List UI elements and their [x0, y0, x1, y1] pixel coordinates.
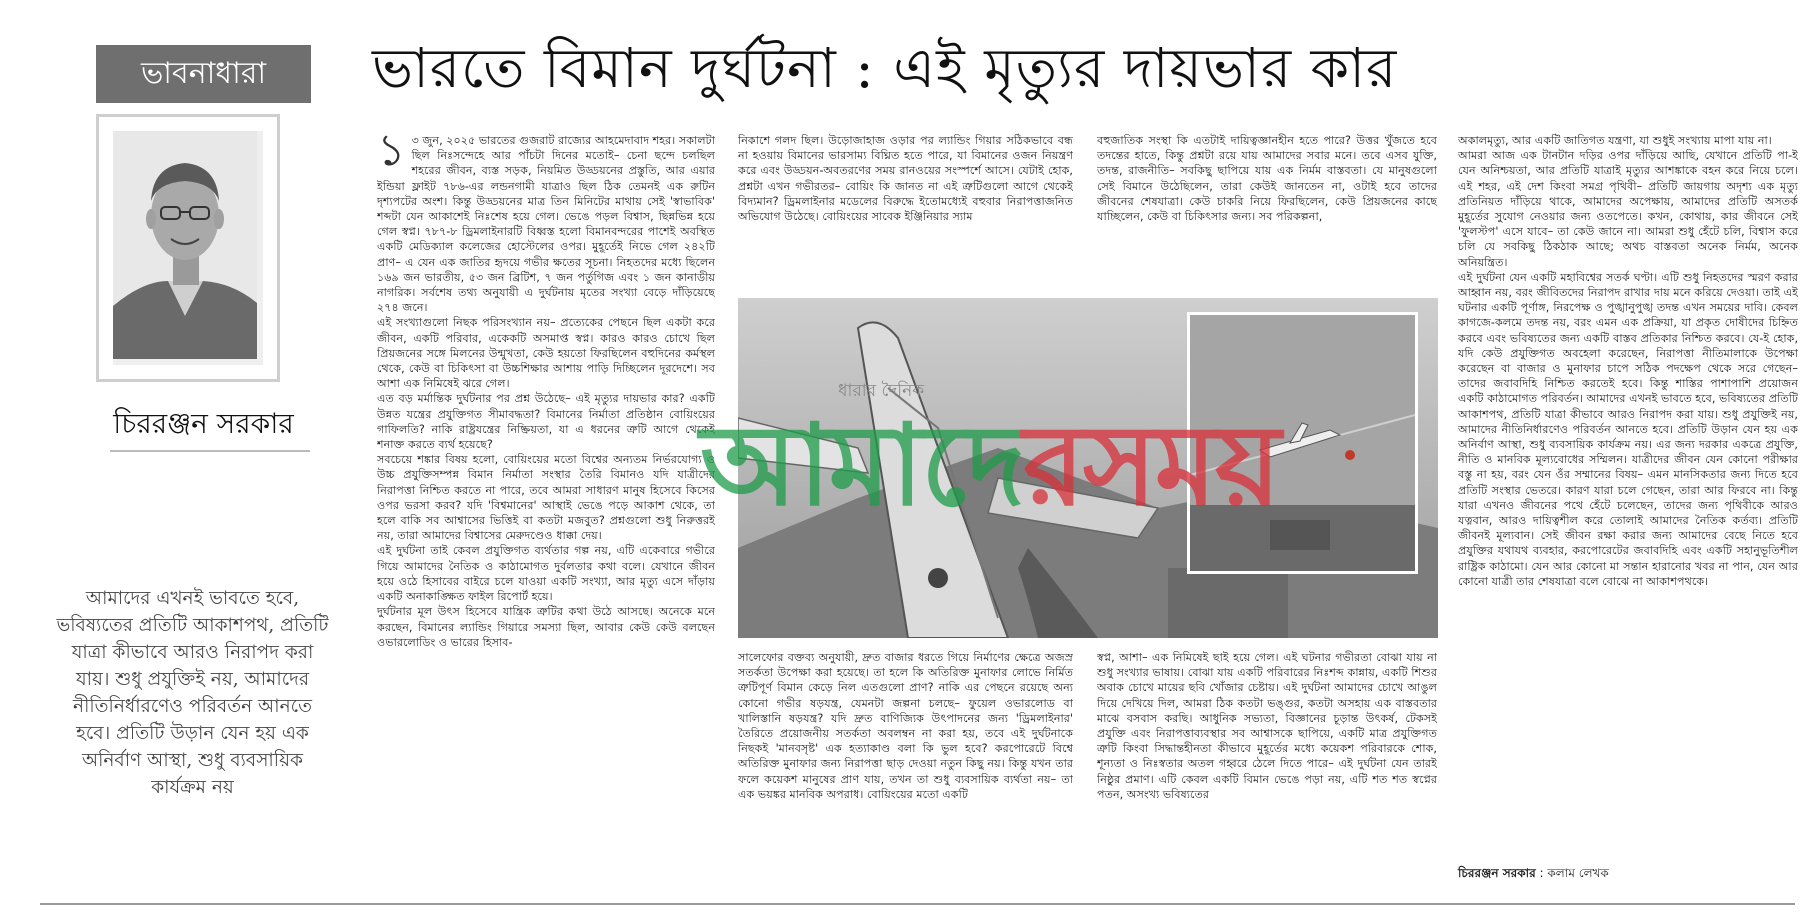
author-credit-name: চিররঞ্জন সরকার — [1458, 866, 1536, 880]
newspaper-watermark — [700, 380, 1440, 567]
paragraph: অকালমৃত্যু, আর একটি জাতিগত যন্ত্রণা, যা শুধুই সংখ্যায় মাপা যায় না। — [1458, 134, 1772, 147]
paragraph: এই সংখ্যাগুলো নিছক পরিসংখ্যান নয়– প্রত্যেকের পেছনে ছিল একটা করে জীবন, একটি পরিবার, একেকটি অসমাপ্ত স্বপ্ন। কারও কারও চোখে ছিল প্রিয়জনের সঙ্গে মিলনের উন্মুখতা, কেউ হয়তো ফিরছিলেন বহুদিনের কর্মস্থল থেকে, কেউ বা চিকিৎসা বা উচ্চশিক্ষার আশায় পাড়ি দিচ্ছিলেন দূরদেশে। সব আশা এক নিমিষেই ঝরে গেল। — [377, 316, 715, 391]
article-column-3-top: বহুজাতিক সংস্থা কি এতটাই দায়িত্বজ্ঞানহীন হতে পারে? উত্তর খুঁজতে হবে তদন্তের হাতে, কিন্তু প্রশ্নটা রয়ে যায় আমাদের সবার মনে। তবে এসব যুক্তি, তদন্ত, রাজনীতি– সবকিছু ছাপিয়ে যায় এক নির্মম বাস্তবতা। যে মানুষগুলো সেই বিমানে উঠেছিলেন, তারা কেউই জানতেন না, ওটাই হবে তাদের জীবনের শেষযাত্রা। কেউ চাকরি নিয়ে ফিরছিলেন, কেউ প্রিয়জনের কাছে যাচ্ছিলেন, কেউ বা চিকিৎসার জন্য। সব পরিকল্পনা, — [1097, 134, 1437, 224]
bottom-rule — [40, 903, 1795, 905]
paragraph: ৩ জুন, ২০২৫ ভারতের গুজরাট রাজ্যের আহমেদাবাদ শহর। সকালটা ছিল নিঃসন্দেহে আর পাঁচটা দিনের মতোই– চেনা ছন্দে চলছিল শহরের জীবন, ব্যস্ত সড়ক, নিয়মিত উড্ডয়নের প্রস্তুতি, আর এয়ার ইন্ডিয়া ফ্লাইট ৭৮৬-এর লন্ডনগামী যাত্রাও ছিল ঠিক তেমনই এক রুটিন দৃশ্যপটের অংশ। কিন্তু উড্ডয়নের মাত্র তিন মিনিটের মাথায় সেই 'স্বাভাবিক' শব্দটা যেন আকাশেই নিঃশেষ হয়ে গেল। ভেঙে পড়ল বিশ্বাস, ছিন্নভিন্ন হয়ে গেল স্বপ্ন। ৭৮৭-৮ ড্রিমলাইনারটি বিধ্বস্ত হলো বিমানবন্দরের পাশেই অবস্থিত একটি মেডিক্যাল কলেজের হোস্টেলের ওপর। মুহূর্তেই নিভে গেল ২৪২টি প্রাণ– এ যেন এক জাতির হৃদয়ে গভীর ক্ষতের সূচনা। নিহতদের মধ্যে ছিলেন ১৬৯ জন ভারতীয়, ৫৩ জন ব্রিটিশ, ৭ জন পর্তুগিজ এবং ১ জন কানাডীয় নাগরিক। সর্বশেষ তথ্য অনুযায়ী এ দুর্ঘটনায় মৃতের সংখ্যা বেড়ে দাঁড়িয়েছে ২৭৪ জনে। — [377, 134, 715, 315]
headline: ভারতে বিমান দুর্ঘটনা : এই মৃত্যুর দায়ভার কার — [372, 36, 1398, 100]
article-column-2-top: নিকাশে গলদ ছিল। উড়োজাহাজ ওড়ার পর ল্যান্ডিং গিয়ার সঠিকভাবে বন্ধ না হওয়ায় বিমানের ভারসাম্য বিঘ্নিত হতে পারে, যা বিমানের ওজন নিয়ন্ত্রণ করে এবং উড্ডয়ন-অবতরণের সময় রানওয়ের সংস্পর্শে আসে। যেটাই হোক, প্রশ্নটা এখন গভীরতর– বোয়িং কি জানত না এই ত্রুটিগুলো আগে থেকেই বিদ্যমান? ড্রিমলাইনার মডেলের বিরুদ্ধে ইতোমধ্যেই বহুবার নিরাপত্তাজনিত অভিযোগ উঠেছে। বোয়িংয়ের সাবেক ইঞ্জিনিয়ার স্যাম — [738, 134, 1073, 224]
drop-cap: ১ — [377, 133, 406, 176]
article-column-4 — [1458, 133, 1798, 861]
author-credit-role: : কলাম লেখক — [1539, 866, 1609, 880]
paragraph: আমরা আজ এক টানটান দড়ির ওপর দাঁড়িয়ে আছি, যেখানে প্রতিটি পা-ই যেন অনিশ্চয়তা, আর প্রতিটি যাত্রাই মৃত্যুর আশঙ্কাকে বহন করে নিয়ে চলে। এই শহর, এই দেশ কিংবা সমগ্র পৃথিবী– প্রতিটি জায়গায় অদৃশ্য এক মৃত্যু প্রতিনিয়ত দাঁড়িয়ে থাকে, আমাদের অপেক্ষায়, আমাদের প্রতিটি অসতর্ক মুহূর্তের সুযোগ নেওয়ার জন্য ওতপেতে। কখন, কোথায়, কার জীবনে সেই 'ফুলস্টপ' এসে যাবে– তা কেউ জানে না। আমরা শুধু হেঁটে চলি, বিশ্বাস করে চলি যে সবকিছু ঠিকঠাক আছে; অথচ বাস্তবতা অনেক নির্মম, অনেক অনিয়ন্ত্রিত। — [1458, 149, 1798, 269]
section-tag: ভাবনাধারা — [96, 45, 311, 103]
watermark-text-red: রসময় — [1023, 401, 1279, 531]
watermark-tagline: ধারার দৈনিক — [838, 381, 925, 401]
article-column-3-bottom: স্বপ্ন, আশা– এক নিমিষেই ছাই হয়ে গেল। এই ঘটনার গভীরতা বোঝা যায় না শুধু সংখ্যার ভাষায়। বোঝা যায় একটি পরিবারের নিঃশব্দ কান্নায়, একটি শিশুর অবাক চোখে মায়ের ছবি খোঁজার চেষ্টায়। এই দুর্ঘটনা আমাদের চোখে আঙুল দিয়ে দেখিয়ে দিল, আমরা ঠিক কতটা ভঙ্গুর, কতটা অসহায় এক বাস্তবতার মাঝে বসবাস করছি। আধুনিক সভ্যতা, বিজ্ঞানের চূড়ান্ত উৎকর্ষ, টেকসই প্রযুক্তি এবং নিরাপত্তাব্যবস্থার সব আশ্বাসকে ছাপিয়ে, একটি মাত্র প্রযুক্তিগত ত্রুটি কিংবা সিদ্ধান্তহীনতা কীভাবে মুহূর্তের মধ্যে কয়েকশ পরিবারকে শোক, শূন্যতা ও নিঃস্বতার অতল গহ্বরে ঠেলে দিতে পারে– এই দুর্ঘটনা যেন তারই নিষ্ঠুর প্রমাণ। এটি কেবল একটি বিমান ভেঙে পড়া নয়, এটি শত শত স্বপ্নের পতন, অসংখ্য ভবিষ্যতের — [1097, 651, 1437, 801]
author-name: চিররঞ্জন সরকার — [113, 407, 294, 440]
article-column-1 — [377, 133, 715, 898]
paragraph: এই দুর্ঘটনা যেন একটি মহাবিশ্বের সতর্ক ঘণ্টা। এটি শুধু নিহতদের স্মরণ করার আহ্বান নয়, বরং জীবিতদের নিরাপদ রাখার দায় মনে করিয়ে দেওয়া। তাই এই ঘটনার একটি পূর্ণাঙ্গ, নিরপেক্ষ ও পুঙ্খানুপুঙ্খ তদন্ত এখন সময়ের দাবি। কেবল কাগজে-কলমে তদন্ত নয়, বরং এমন এক প্রক্রিয়া, যা প্রকৃত দোষীদের চিহ্নিত করবে এবং ভবিষ্যতের জন্য একটি বাস্তব প্রতিকার নিশ্চিত করবে। যে-ই হোক, যদি কেউ প্রযুক্তিগত অবহেলা করেছেন, নিরাপত্তা নীতিমালাকে উপেক্ষা করেছেন বা বাজার ও মুনাফার চাপে সঠিক পদক্ষেপ থেকে সরে গেছেন– তাদের জবাবদিহি নিশ্চিত করতেই হবে। কিন্তু শাস্তির পাশাপাশি প্রয়োজন একটি কাঠামোগত পরিবর্তন। আমাদের এখনই ভাবতে হবে, ভবিষ্যতের প্রতিটি আকাশপথ, প্রতিটি যাত্রা কীভাবে আরও নিরাপদ করা যায়। শুধু প্রযুক্তিই নয়, আমাদের নীতিনির্ধারণেও পরিবর্তন আনতে হবে। প্রতিটি উড়ান যেন হয় এক অনির্বাণ আস্থা, শুধু ব্যবসায়িক কার্যক্রম নয়। এর জন্য দরকার একত্রে প্রযুক্তি, নীতি ও মানবিক মূল্যবোধের সম্মিলন। যাত্রীদের জীবন যেন কোনো পরীক্ষার বস্তু না হয়, বরং যেন ওঁর সম্মানের বিষয়– এমন মানসিকতার জন্য দিতে হবে প্রতিটি সংস্থার ভেতরে। কারণ যারা চলে গেছেন, তারা আর ফিরবে না। কিন্তু যারা এখনও জীবনের পথে হেঁটে চলেছেন, তাদের জন্য পৃথিবীকে আরও যত্নবান, আরও দায়িত্বশীল করে তোলাই আমাদের নৈতিক কর্তব্য। প্রতিটি জীবনই মূল্যবান। সেই জীবন রক্ষা করার জন্য আমাদের বেছে নিতে হবে প্রযুক্তির যথাযথ ব্যবহার, করপোরেটের জবাবদিহি এবং একটি সহানুভূতিশীল রাষ্ট্রিক কাঠামো। যেন আর কোনো মা সন্তান হারানোর খবর না পান, যেন আর কোনো যাত্রী তার শেষযাত্রা বলে বোঝে না আকাশপথকে। — [1458, 270, 1798, 588]
author-credit — [1458, 865, 1798, 885]
pull-quote: আমাদের এখনই ভাবতে হবে, ভবিষ্যতের প্রতিটি আকাশপথ, প্রতিটি যাত্রা কীভাবে আরও নিরাপদ করা যায়। শুধু প্রযুক্তিই নয়, আমাদের নীতিনির্ধারণেও পরিবর্তন আনতে হবে। প্রতিটি উড়ান যেন হয় এক অনির্বাণ আস্থা, শুধু ব্যবসায়িক কার্যক্রম নয় — [56, 588, 329, 798]
paragraph: সবচেয়ে শঙ্কার বিষয় হলো, বোয়িংয়ের মতো বিশ্বের অন্যতম নির্ভরযোগ্য ও উচ্চ প্রযুক্তিসম্পন্ন বিমান নির্মাতা সংস্থার তৈরি বিমানও যদি যাত্রীদের নিরাপত্তা নিশ্চিত করতে না পারে, তবে আমরা সাধারণ মানুষ হিসেবে কিসের ওপর ভরসা করব? যদি 'বিশ্বমানের' আস্থাই ভেঙে পড়ে আকাশ থেকে, তা হলে বাকি সব আশ্বাসের ভিত্তিই বা কতটা মজবুত? প্রশ্নগুলো শুধু নিরুত্তরই নয়, তারা আমাদের বিশ্বাসের মেরুদণ্ডেও ধাক্কা দেয়। — [377, 453, 715, 543]
paragraph: এই দুর্ঘটনা তাই কেবল প্রযুক্তিগত ব্যর্থতার গল্প নয়, এটি একেবারে গভীরে গিয়ে আমাদের নৈতিক ও কাঠামোগত দুর্বলতার কথা বলে। যেখানে জীবন হয়ে ওঠে হিসাবের বাইরে চলে যাওয়া একটি সংখ্যা, আর মৃত্যু এসে দাঁড়ায় একটি অনাকাঙ্ক্ষিত ফাইল রিপোর্ট হয়ে। — [377, 544, 715, 604]
author-portrait-icon — [113, 131, 263, 365]
paragraph: দুর্ঘটনার মূল উৎস হিসেবে যান্ত্রিক ত্রুটির কথা উঠে আসছে। অনেকে মনে করছেন, বিমানের ল্যান্ডিং গিয়ারে সমস্যা ছিল, আবার কেউ কেউ বলছেন ওভারলোডিং ও ভারের হিসাব- — [377, 605, 715, 649]
watermark-text-green: আমাদে — [700, 401, 1024, 531]
byline-divider — [110, 450, 310, 452]
paragraph: এত বড় মর্মান্তিক দুর্ঘটনার পর প্রশ্ন উঠেছে– এই মৃত্যুর দায়ভার কার? একটি উন্নত যন্ত্রের প্রযুক্তিগত সীমাবদ্ধতা? বিমানের নির্মাতা প্রতিষ্ঠান বোয়িংয়ের গাফিলতি? নাকি রাষ্ট্রযন্ত্রের নিষ্ক্রিয়তা, যা এ ধরনের ত্রুটি আগে থেকেই শনাক্ত করতে ব্যর্থ হয়েছে? — [377, 392, 715, 452]
watermark-text — [700, 401, 1279, 531]
article-column-2-bottom: সালেফোর বক্তব্য অনুযায়ী, দ্রুত বাজার ধরতে গিয়ে নির্মাণের ক্ষেত্রে অজস্র সতর্কতা উপেক্ষা করা হয়েছে। তা হলে কি অতিরিক্ত মুনাফার লোভে নির্মিত ত্রুটিপূর্ণ বিমান কেড়ে নিল এতগুলো প্রাণ? নাকি এর পেছনে রয়েছে অন্য কোনো গভীর ষড়যন্ত্র, যেমনটা জল্পনা চলছে– ফুয়েল ওভারলোড বা খালিস্তানি ষড়যন্ত্র? যদি দ্রুত বাণিজ্যিক উৎপাদনের জন্য 'ড্রিমলাইনার' তৈরিতে প্রয়োজনীয় সতর্কতা অবলম্বন না করা হয়, তবে এই দুর্ঘটনাকে নিছকই 'মানবসৃষ্ট' এক হত্যাকাণ্ড বলা কি ভুল হবে? করপোরেটে বিশ্বে অতিরিক্ত মুনাফার জন্য নিরাপত্তা ছাড় দেওয়া নতুন কিছু নয়। কিন্তু যখন তার ফলে কয়েকশ মানুষের প্রাণ যায়, তখন তা শুধু ব্যবসায়িক ব্যর্থতা নয়– তা এক ভয়ঙ্কর মানবিক অপরাধ। বোয়িংয়ের মতো একটি — [738, 651, 1073, 801]
author-photo-frame — [96, 114, 280, 382]
